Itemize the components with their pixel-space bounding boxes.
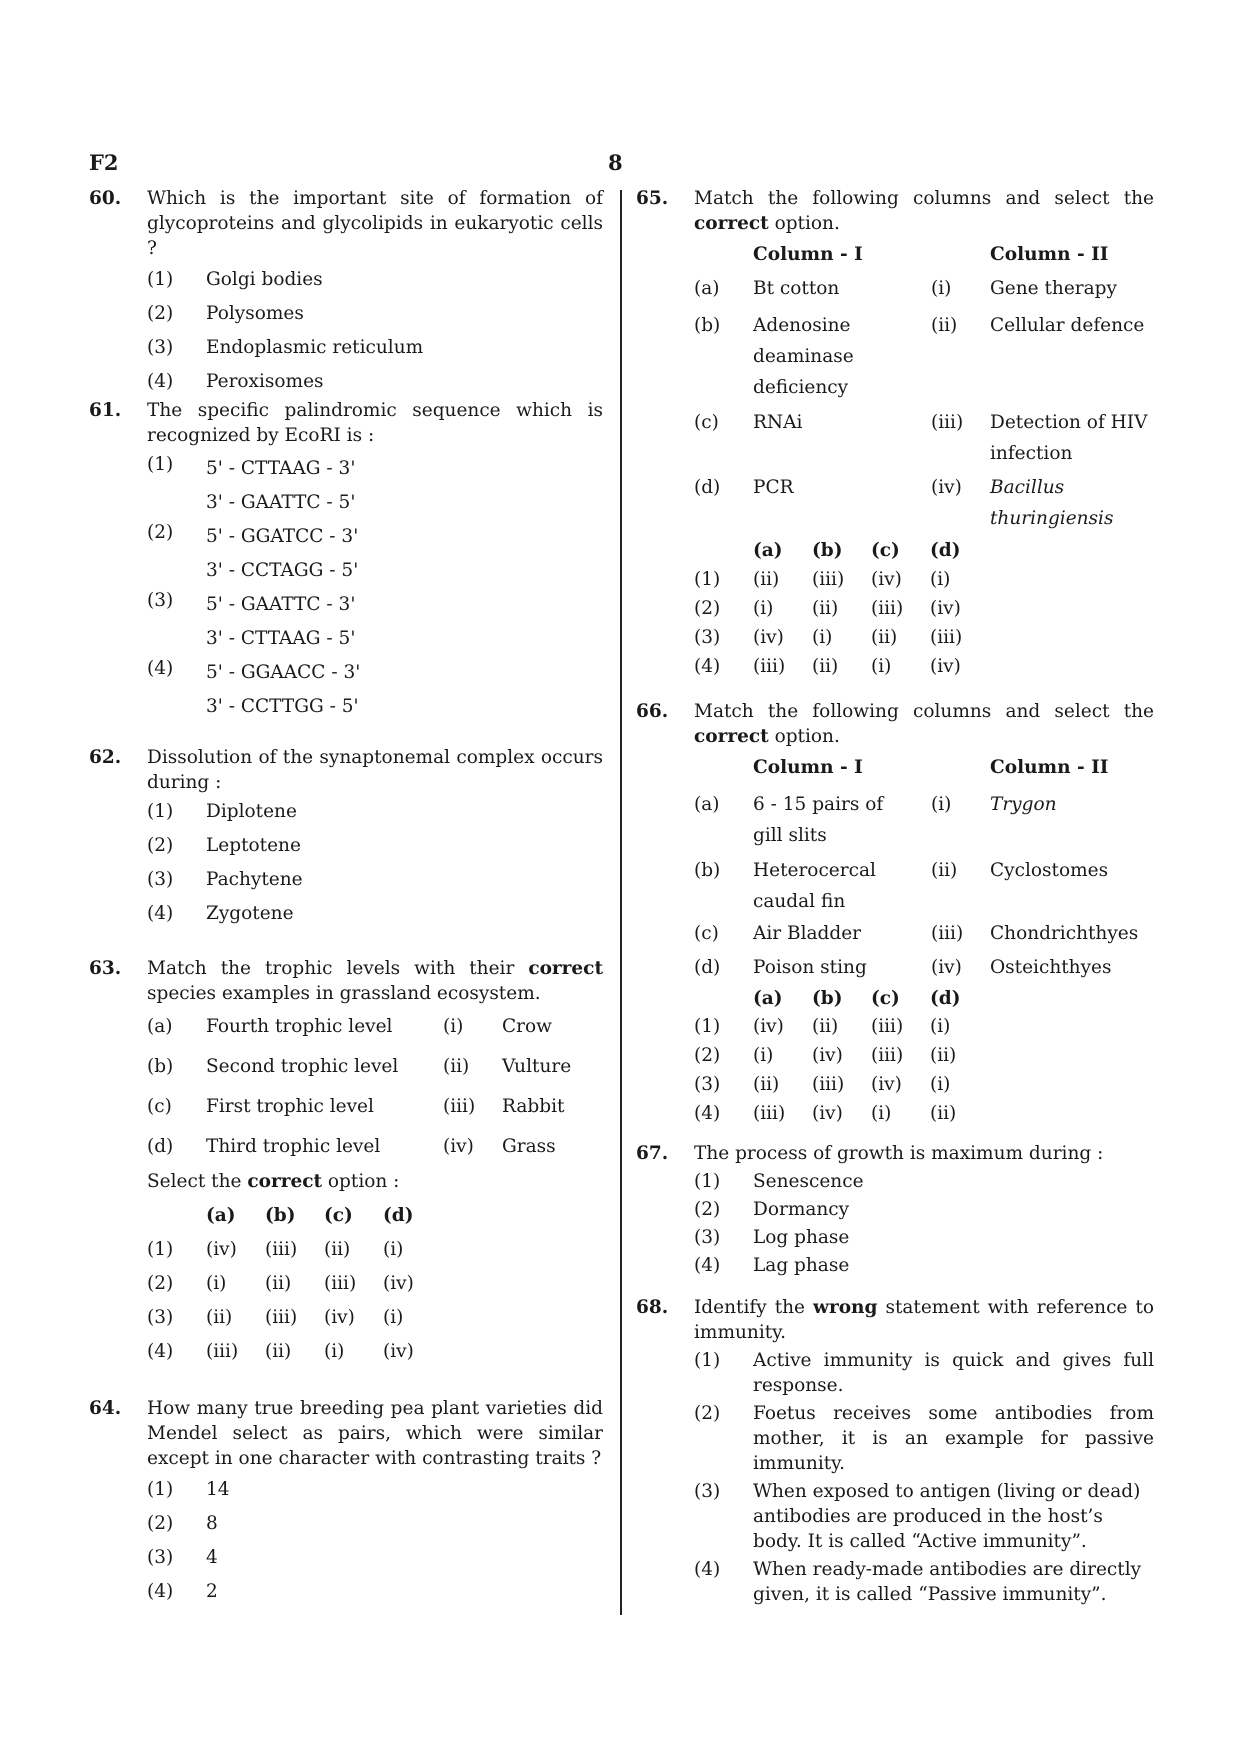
answer-header: (a) (b) (c) (d)	[753, 988, 961, 1009]
question-number: 63.	[89, 958, 122, 979]
match-row: (a) Fourth trophic level (i) Crow	[147, 1016, 552, 1037]
match-row: (b) Second trophic level (ii) Vulture	[147, 1056, 572, 1077]
question-63	[89, 956, 603, 1373]
option-number: (2)	[147, 1513, 174, 1534]
question-number: 66.	[636, 701, 669, 722]
paper-code: F2	[89, 150, 119, 175]
option-number: (3)	[147, 337, 174, 358]
option-text: 14	[206, 1479, 230, 1500]
option-3[interactable]	[147, 1545, 603, 1579]
sequence-line: 5' - GGAACC - 3'	[206, 662, 361, 683]
question-60	[89, 186, 603, 403]
option-3[interactable]: (3) (ii) (iii) (iv) (i)	[147, 1307, 404, 1328]
match-row: (a) Bt cotton (i) Gene therapy	[694, 278, 1117, 299]
option-text: Diplotene	[206, 801, 297, 822]
option-text: When ready-made antibodies are directly given, it is called “Passive immunity”.	[753, 1559, 1142, 1605]
option-2[interactable]: (2) (i) (ii) (iii) (iv)	[694, 598, 961, 619]
option-text: Pachytene	[206, 869, 303, 890]
option-3[interactable]	[147, 588, 603, 656]
option-number: (3)	[147, 869, 174, 890]
option-number: (3)	[694, 1227, 721, 1248]
question-65	[636, 186, 1154, 683]
sequence-line: 5' - CTTAAG - 3'	[206, 458, 356, 479]
question-number: 62.	[89, 747, 122, 768]
option-number: (4)	[147, 1581, 174, 1602]
match-row: (d) PCR (iv) Bacillus thuringiensis	[694, 477, 1114, 529]
question-text: The process of growth is maximum during :	[694, 1143, 1104, 1164]
option-1[interactable]	[694, 1348, 1154, 1398]
option-number: (2)	[147, 303, 174, 324]
option-text: Dormancy	[753, 1199, 850, 1220]
question-number: 67.	[636, 1143, 669, 1164]
answer-header: (a) (b) (c) (d)	[753, 540, 961, 561]
option-number: (2)	[147, 835, 174, 856]
question-number: 68.	[636, 1297, 669, 1318]
question-64	[89, 1396, 603, 1613]
match-row: (c) Air Bladder (iii) Chondrichthyes	[694, 923, 1139, 944]
option-3[interactable]	[147, 335, 603, 369]
option-text: 4	[206, 1547, 218, 1568]
question-text: Match the following columns and select the correct option.	[694, 701, 1154, 747]
option-text: 2	[206, 1581, 218, 1602]
option-number: (1)	[147, 1479, 174, 1500]
option-3[interactable]	[694, 1225, 1154, 1253]
match-row: (b) Heterocercal caudal fin (ii) Cyclostomes	[694, 860, 1109, 912]
option-4[interactable]	[147, 1579, 603, 1613]
question-text: How many true breeding pea plant varieties did Mendel select as pairs, which were similar except in one character with contrasting traits ?	[147, 1398, 603, 1469]
question-66	[636, 699, 1154, 1130]
question-number: 65.	[636, 188, 669, 209]
match-row: (b) Adenosine deaminase deficiency (ii) Cellular defence	[694, 315, 1145, 398]
option-1[interactable]	[147, 799, 603, 833]
option-2[interactable]: (2) (i) (ii) (iii) (iv)	[147, 1273, 414, 1294]
option-3[interactable]: (3) (iv) (i) (ii) (iii)	[694, 627, 963, 648]
match-row: (d) Third trophic level (iv) Grass	[147, 1136, 556, 1157]
option-text: Endoplasmic reticulum	[206, 337, 424, 358]
option-2[interactable]	[147, 833, 603, 867]
question-number: 64.	[89, 1398, 122, 1419]
match-row: (c) RNAi (iii) Detection of HIV infection	[694, 412, 1148, 464]
option-4[interactable]	[147, 901, 603, 935]
select-instruction: Select the correct option :	[147, 1171, 400, 1192]
column-headers: Column - I Column - II	[753, 244, 1109, 265]
option-text: Peroxisomes	[206, 371, 324, 392]
question-68	[636, 1295, 1154, 1607]
option-number: (4)	[147, 658, 174, 679]
option-1[interactable]: (1) (ii) (iii) (iv) (i)	[694, 569, 951, 590]
question-text: Which is the important site of formation of glycoproteins and glycolipids in eukaryotic cells ?	[147, 188, 603, 259]
question-67	[636, 1141, 1154, 1281]
option-number: (4)	[147, 903, 174, 924]
option-2[interactable]	[147, 301, 603, 335]
option-text: Active immunity is quick and gives full response.	[753, 1350, 1154, 1396]
option-text: Leptotene	[206, 835, 301, 856]
option-2[interactable]: (2) (i) (iv) (iii) (ii)	[694, 1045, 957, 1066]
option-2[interactable]	[147, 1511, 603, 1545]
option-number: (2)	[694, 1199, 721, 1220]
column-headers: Column - I Column - II	[753, 757, 1109, 778]
question-text: Dissolution of the synaptonemal complex occurs during :	[147, 747, 603, 793]
option-number: (1)	[694, 1350, 721, 1371]
option-4[interactable]	[694, 1253, 1154, 1281]
option-text: Golgi bodies	[206, 269, 323, 290]
option-4[interactable]: (4) (iii) (ii) (i) (iv)	[694, 656, 961, 677]
option-number: (4)	[694, 1559, 721, 1580]
question-text: Match the trophic levels with their correct species examples in grassland ecosystem.	[147, 958, 603, 1004]
question-text: Match the following columns and select the correct option.	[694, 188, 1154, 234]
question-62	[89, 745, 603, 935]
option-text: Foetus receives some antibodies from mother, it is an example for passive immunity.	[753, 1403, 1154, 1474]
question-text: The specific palindromic sequence which is recognized by EcoRI is :	[147, 400, 603, 446]
option-number: (3)	[147, 590, 174, 611]
option-number: (3)	[147, 1547, 174, 1568]
match-row: (a) 6 - 15 pairs of gill slits (i) Trygon	[694, 794, 1057, 846]
option-1[interactable]	[694, 1169, 1154, 1197]
option-text: Lag phase	[753, 1255, 850, 1276]
sequence-line: 3' - GAATTC - 5'	[206, 492, 356, 513]
option-3[interactable]: (3) (ii) (iii) (iv) (i)	[694, 1074, 951, 1095]
option-number: (4)	[694, 1255, 721, 1276]
option-3[interactable]	[147, 867, 603, 901]
answer-header: (a) (b) (c) (d)	[206, 1205, 414, 1226]
sequence-line: 3' - CCTTGG - 5'	[206, 696, 359, 717]
sequence-line: 3' - CTTAAG - 5'	[206, 628, 356, 649]
option-number: (2)	[147, 522, 174, 543]
option-text: When exposed to antigen (living or dead) antibodies are produced in the host’s body. It is called “Active immunity”.	[753, 1481, 1141, 1552]
option-1[interactable]: (1) (iv) (iii) (ii) (i)	[147, 1239, 404, 1260]
option-number: (1)	[147, 801, 174, 822]
option-3[interactable]	[694, 1479, 1154, 1554]
match-row: (d) Poison sting (iv) Osteichthyes	[694, 957, 1112, 978]
option-4[interactable]: (4) (iii) (iv) (i) (ii)	[694, 1103, 957, 1124]
question-number: 60.	[89, 188, 122, 209]
option-number: (3)	[694, 1481, 721, 1502]
option-1[interactable]: (1) (iv) (ii) (iii) (i)	[694, 1016, 951, 1037]
sequence-line: 5' - GGATCC - 3'	[206, 526, 359, 547]
option-text: Polysomes	[206, 303, 304, 324]
option-1[interactable]	[147, 1477, 603, 1511]
match-row: (c) First trophic level (iii) Rabbit	[147, 1096, 565, 1117]
sequence-line: 3' - CCTAGG - 5'	[206, 560, 359, 581]
option-text: Log phase	[753, 1227, 850, 1248]
option-number: (4)	[147, 371, 174, 392]
question-number: 61.	[89, 400, 122, 421]
column-divider	[620, 190, 622, 1615]
option-text: Zygotene	[206, 903, 294, 924]
option-number: (1)	[147, 269, 174, 290]
option-text: Senescence	[753, 1171, 864, 1192]
question-61	[89, 398, 603, 724]
option-2[interactable]	[147, 520, 603, 588]
question-text: Identify the wrong statement with reference to immunity.	[694, 1297, 1154, 1343]
option-1[interactable]	[147, 452, 603, 520]
option-number: (1)	[694, 1171, 721, 1192]
sequence-line: 5' - GAATTC - 3'	[206, 594, 356, 615]
option-2[interactable]	[694, 1401, 1154, 1476]
option-number: (1)	[147, 454, 174, 475]
option-number: (2)	[694, 1403, 721, 1424]
option-4[interactable]: (4) (iii) (ii) (i) (iv)	[147, 1341, 414, 1362]
option-text: 8	[206, 1513, 218, 1534]
page-number: 8	[608, 150, 623, 175]
option-1[interactable]	[147, 267, 603, 301]
option-4[interactable]	[694, 1557, 1154, 1607]
option-4[interactable]	[147, 656, 603, 724]
option-2[interactable]	[694, 1197, 1154, 1225]
